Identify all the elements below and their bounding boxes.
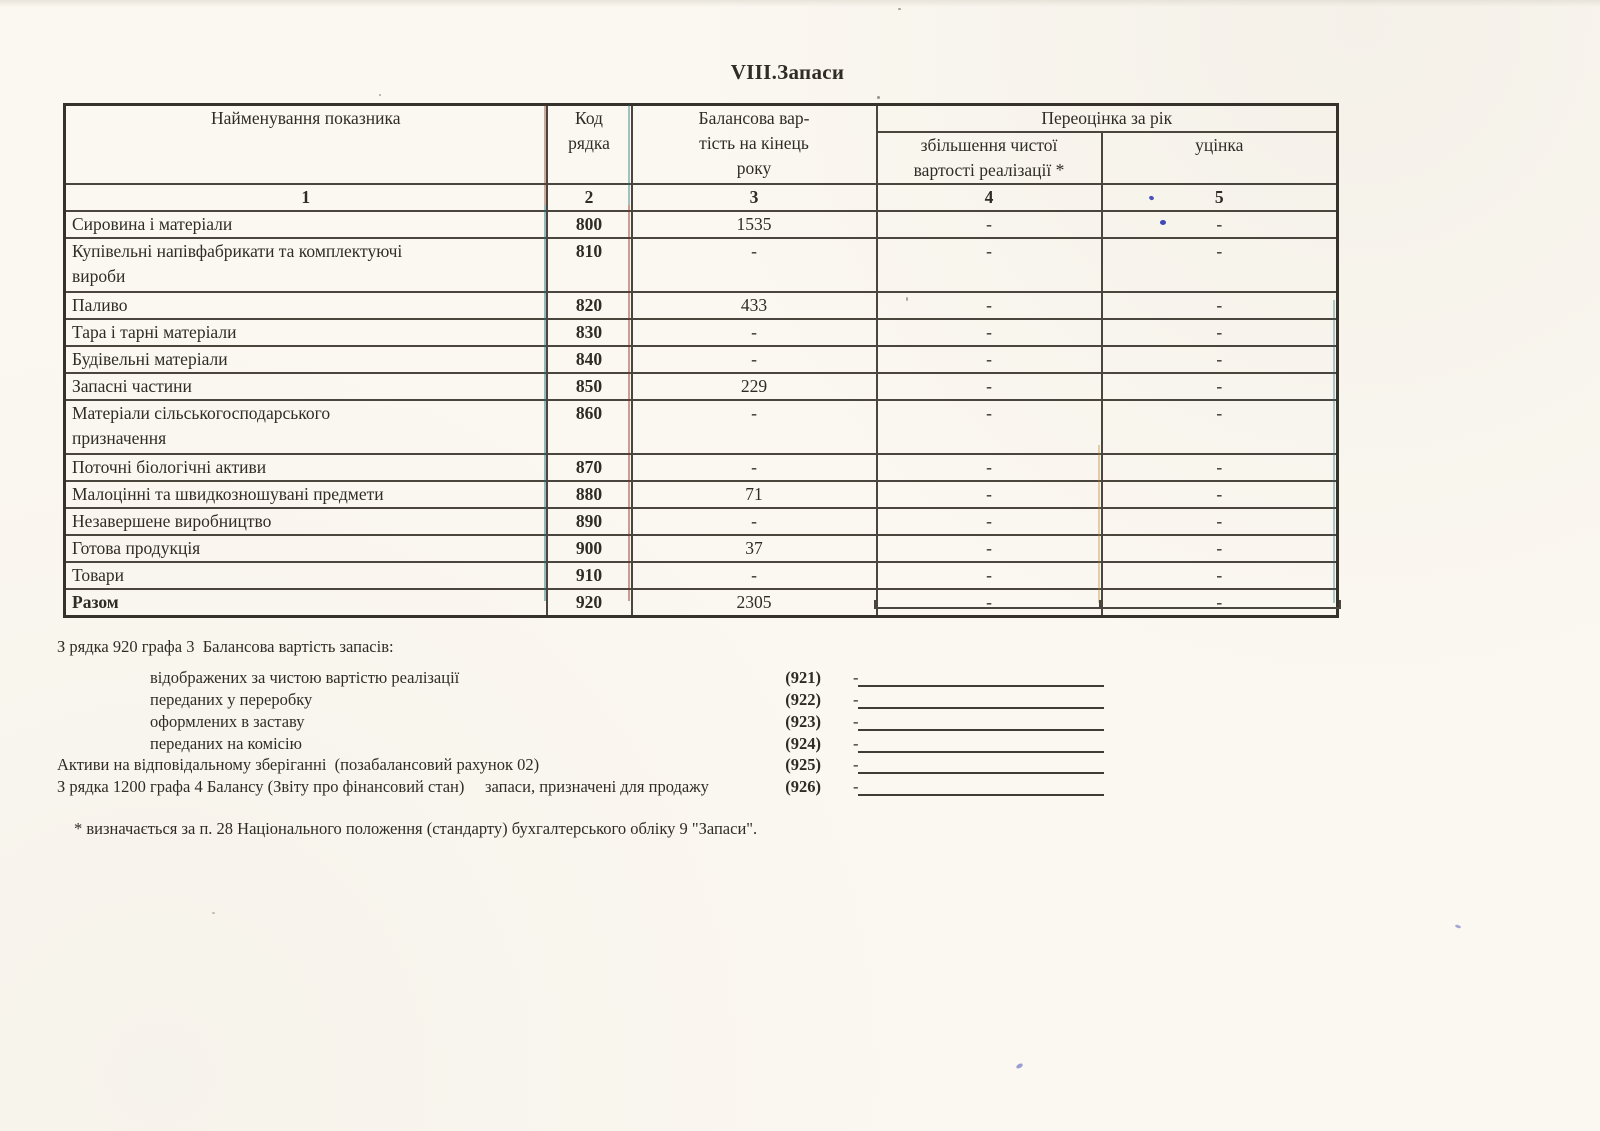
supplementary-intro: З рядка 920 графа 3 Балансова вартість запасів:	[57, 637, 394, 656]
cell-text: -	[751, 511, 757, 531]
supplementary-value: -	[853, 755, 859, 774]
supplementary-code: (925)	[785, 755, 821, 774]
supplementary-value: -	[853, 668, 859, 687]
table-header	[65, 105, 1338, 212]
row-name	[65, 562, 547, 589]
row-code	[547, 454, 632, 481]
supplementary-label: переданих у переробку	[150, 690, 313, 709]
row-balance	[632, 454, 877, 481]
row-increase	[877, 400, 1102, 454]
cell-text: 1535	[736, 214, 772, 234]
supplementary-item	[0, 690, 1600, 712]
table-row	[65, 238, 1338, 292]
cell-text: -	[986, 349, 992, 369]
column-numbers-row	[65, 184, 1338, 211]
row-markdown	[1102, 481, 1338, 508]
header-balance-line1: Балансова вар-	[698, 108, 810, 128]
supplementary-label: оформлених в заставу	[150, 712, 305, 731]
row-code	[547, 319, 632, 346]
row-code	[547, 589, 632, 617]
cell-text: 2305	[736, 592, 772, 612]
header-code-label	[547, 105, 632, 185]
row-increase	[877, 238, 1102, 292]
cell-text: 800	[575, 214, 603, 234]
table-row	[65, 373, 1338, 400]
row-name	[65, 319, 547, 346]
cell-text: -	[986, 295, 992, 315]
cell-text: Запасні частини	[72, 376, 192, 396]
cell-text: 870	[575, 457, 603, 477]
table-row	[65, 535, 1338, 562]
cell-text: -	[986, 241, 992, 261]
cell-text: -	[986, 484, 992, 504]
row-increase	[877, 589, 1102, 617]
row-increase	[877, 508, 1102, 535]
row-name	[65, 292, 547, 319]
cell-text: 840	[575, 349, 603, 369]
header-increase-line1: збільшення чистої	[920, 135, 1058, 155]
cell-text: Разом	[72, 592, 119, 612]
cell-text: 37	[745, 538, 763, 558]
row-balance	[632, 400, 877, 454]
value-underline	[858, 707, 1104, 709]
row-balance	[632, 319, 877, 346]
supplementary-value: -	[853, 734, 859, 753]
row-markdown	[1102, 508, 1338, 535]
row-code	[547, 238, 632, 292]
cell-text: вироби	[72, 266, 126, 286]
row-markdown	[1102, 535, 1338, 562]
row-increase	[877, 481, 1102, 508]
supplementary-code: (922)	[785, 690, 821, 709]
page-title: VIII.Запаси	[730, 60, 845, 84]
cell-text: -	[986, 214, 992, 234]
value-underline	[858, 751, 1104, 753]
row-code	[547, 373, 632, 400]
cell-text: -	[986, 322, 992, 342]
cell-text: 433	[740, 295, 768, 315]
scan-artifact	[877, 96, 880, 99]
header-balance-line2: тість на кінець	[699, 133, 809, 153]
header-code-line2: рядка	[568, 133, 610, 153]
row-code	[547, 400, 632, 454]
row-balance	[632, 346, 877, 373]
row-markdown	[1102, 292, 1338, 319]
cell-text: Готова продукція	[72, 538, 201, 558]
row-increase	[877, 211, 1102, 238]
footnote: * визначається за п. 28 Національного положення (стандарту) бухгалтерського обліку 9 "Запаси".	[74, 819, 758, 838]
value-underline	[858, 794, 1104, 796]
supplementary-value: -	[853, 777, 859, 796]
row-balance	[632, 211, 877, 238]
cell-text: Матеріали сільськогосподарського	[72, 403, 331, 423]
row-increase	[877, 292, 1102, 319]
value-underline	[858, 685, 1104, 687]
cell-text: -	[1216, 565, 1223, 585]
cell-text: -	[751, 403, 757, 423]
row-markdown	[1102, 346, 1338, 373]
cell-text: -	[1216, 403, 1223, 423]
supplementary-item	[0, 668, 1600, 690]
supplementary-label: Активи на відповідальному зберіганні (позабалансовий рахунок 02)	[57, 755, 540, 774]
row-markdown	[1102, 589, 1338, 617]
cell-text: -	[1216, 484, 1223, 504]
table-row	[65, 400, 1338, 454]
supplementary-label: З рядка 1200 графа 4 Балансу (Звіту про фінансовий стан) запаси, призначені для продажу	[57, 777, 709, 796]
inventory-table-body	[65, 211, 1338, 617]
row-name	[65, 346, 547, 373]
col-number-4: 4	[877, 184, 1102, 211]
header-name-label: Найменування показника	[65, 105, 547, 185]
row-name	[65, 211, 547, 238]
cell-text: -	[1216, 295, 1223, 315]
cell-text: Паливо	[72, 295, 128, 315]
supplementary-code: (923)	[785, 712, 821, 731]
cell-text: -	[1216, 511, 1223, 531]
cell-text: 900	[575, 538, 603, 558]
table-row	[65, 292, 1338, 319]
row-balance	[632, 589, 877, 617]
cell-text: призначення	[72, 428, 167, 448]
row-markdown	[1102, 454, 1338, 481]
row-code	[547, 508, 632, 535]
value-underline	[858, 729, 1104, 731]
row-balance	[632, 292, 877, 319]
cell-text: -	[986, 511, 992, 531]
table-row	[65, 211, 1338, 238]
cell-text: -	[986, 592, 992, 612]
header-code-line1: Код	[575, 108, 603, 128]
supplementary-value: -	[853, 712, 859, 731]
cell-text: 810	[575, 241, 603, 261]
table-row	[65, 481, 1338, 508]
cell-text: -	[986, 457, 992, 477]
col-number-1: 1	[65, 184, 547, 211]
row-name	[65, 508, 547, 535]
row-markdown	[1102, 400, 1338, 454]
row-increase	[877, 346, 1102, 373]
row-code	[547, 481, 632, 508]
inventory-table	[63, 103, 1339, 618]
cell-text: 920	[575, 592, 603, 612]
header-increase-line2: вартості реалізації *	[913, 160, 1065, 180]
row-code	[547, 292, 632, 319]
cell-text: -	[1216, 376, 1223, 396]
table-row	[65, 508, 1338, 535]
cell-text: -	[751, 241, 757, 261]
table-row	[65, 346, 1338, 373]
scan-artifact	[212, 912, 215, 914]
supplementary-label: відображених за чистою вартістю реалізації	[150, 668, 460, 687]
header-increase-label	[877, 132, 1102, 184]
row-balance	[632, 481, 877, 508]
cell-text: 71	[745, 484, 763, 504]
col-number-3: 3	[632, 184, 877, 211]
row-balance	[632, 373, 877, 400]
scan-artifact	[898, 8, 901, 10]
cell-text: -	[751, 565, 757, 585]
cell-text: Товари	[72, 565, 125, 585]
col-number-5: 5	[1102, 184, 1338, 211]
col-number-2: 2	[547, 184, 632, 211]
table-row	[65, 562, 1338, 589]
row-markdown	[1102, 211, 1338, 238]
supplementary-item	[0, 755, 1600, 777]
cell-text: 910	[575, 565, 603, 585]
row-increase	[877, 373, 1102, 400]
row-increase	[877, 319, 1102, 346]
row-name	[65, 454, 547, 481]
cell-text: -	[1216, 241, 1223, 261]
cell-text: 880	[575, 484, 603, 504]
row-balance	[632, 535, 877, 562]
row-name	[65, 589, 547, 617]
cell-text: -	[1216, 322, 1223, 342]
header-revaluation-group: Переоцінка за рік	[877, 105, 1338, 133]
scan-artifact	[379, 94, 381, 96]
row-increase	[877, 454, 1102, 481]
cell-text: 229	[740, 376, 768, 396]
cell-text: -	[986, 403, 992, 423]
supplementary-value: -	[853, 690, 859, 709]
cell-text: -	[986, 376, 992, 396]
row-name	[65, 373, 547, 400]
row-balance	[632, 238, 877, 292]
supplementary-code: (924)	[785, 734, 821, 753]
supplementary-item	[0, 712, 1600, 734]
cell-text: 890	[575, 511, 603, 531]
cell-text: Поточні біологічні активи	[72, 457, 267, 477]
table-row	[65, 319, 1338, 346]
supplementary-item	[0, 777, 1600, 799]
cell-text: Купівельні напівфабрикати та комплектуючі	[72, 241, 403, 261]
header-markdown-label: уцінка	[1102, 132, 1338, 184]
cell-text: Будівельні матеріали	[72, 349, 228, 369]
cell-text: -	[751, 349, 757, 369]
table-row	[65, 589, 1338, 617]
cell-text: -	[1216, 538, 1223, 558]
cell-text: -	[751, 457, 757, 477]
cell-text: 830	[575, 322, 603, 342]
row-name	[65, 481, 547, 508]
row-increase	[877, 535, 1102, 562]
row-name	[65, 400, 547, 454]
cell-text: Незавершене виробництво	[72, 511, 272, 531]
row-code	[547, 562, 632, 589]
row-balance	[632, 562, 877, 589]
ink-speck	[1455, 924, 1462, 929]
row-name	[65, 238, 547, 292]
cell-text: -	[1216, 214, 1223, 234]
supplementary-item	[0, 734, 1600, 756]
cell-text: -	[1216, 457, 1223, 477]
row-increase	[877, 562, 1102, 589]
ink-speck	[1015, 1063, 1023, 1070]
cell-text: -	[1216, 592, 1223, 612]
cell-text: Малоцінні та швидкозношувані предмети	[72, 484, 384, 504]
row-name	[65, 535, 547, 562]
cell-text: -	[986, 538, 992, 558]
cell-text: -	[986, 565, 992, 585]
cell-text: Тара і тарні матеріали	[72, 322, 237, 342]
row-code	[547, 535, 632, 562]
row-balance	[632, 508, 877, 535]
cell-text: 850	[575, 376, 603, 396]
supplementary-label: переданих на комісію	[150, 734, 302, 753]
row-markdown	[1102, 319, 1338, 346]
header-balance-label	[632, 105, 877, 185]
cell-text: -	[1216, 349, 1223, 369]
row-markdown	[1102, 373, 1338, 400]
cell-text: -	[751, 322, 757, 342]
row-code	[547, 211, 632, 238]
header-balance-line3: року	[736, 158, 772, 178]
cell-text: Сировина і матеріали	[72, 214, 233, 234]
value-underline	[858, 772, 1104, 774]
row-markdown	[1102, 238, 1338, 292]
row-code	[547, 346, 632, 373]
table-row	[65, 454, 1338, 481]
supplementary-code: (926)	[785, 777, 821, 796]
row-markdown	[1102, 562, 1338, 589]
supplementary-code: (921)	[785, 668, 821, 687]
cell-text: 860	[575, 403, 603, 423]
cell-text: 820	[575, 295, 603, 315]
